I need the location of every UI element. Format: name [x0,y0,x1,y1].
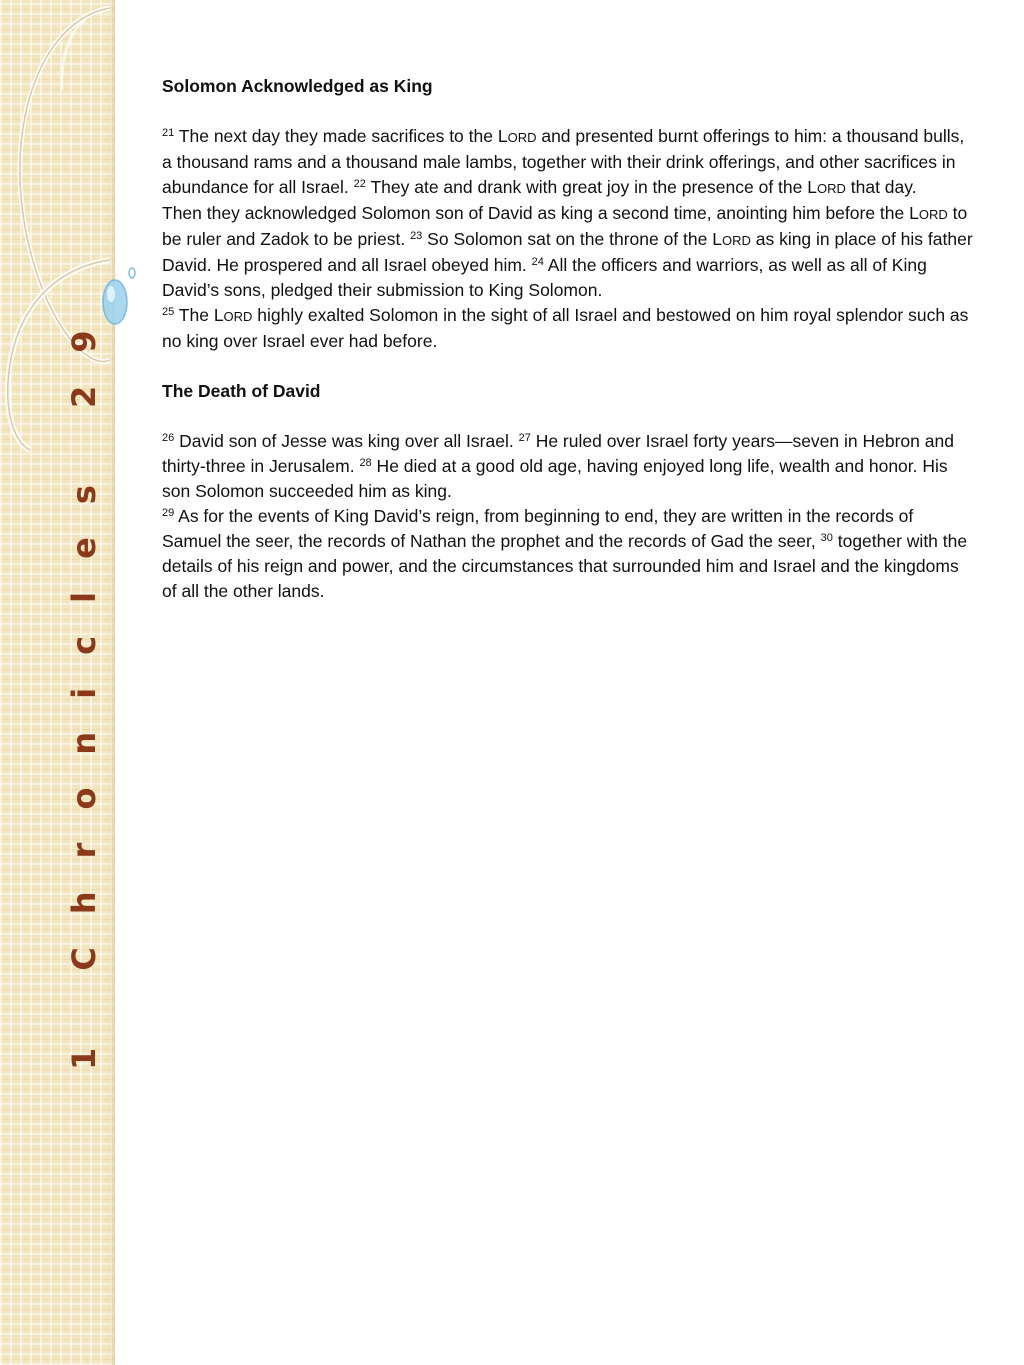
verse-number: 30 [820,532,833,544]
verse-number: 26 [162,432,175,444]
section-heading: The Death of David [162,381,321,401]
paragraph [162,429,977,504]
verse-text: All the officers and warriors, as well as all of King David’s sons, pledged their submission to King Solomon. [162,255,927,300]
verse-number: 23 [410,230,423,242]
paragraph [162,201,977,303]
verse-number: 28 [359,457,372,469]
verse-text: As for the events of King David’s reign, from beginning to end, they are written in the records of Samuel the seer, the records of Nathan the prophet and the records of Gad the seer, [162,506,914,551]
verse-number: 25 [162,306,175,318]
verse-number: 21 [162,127,175,139]
verse-number: 24 [531,256,544,268]
paragraph [162,303,977,354]
divine-name-smallcaps: ORD [918,207,948,222]
divine-name-smallcaps: ORD [223,309,253,324]
divine-name-smallcaps: ORD [816,181,846,196]
divine-name-smallcaps: ORD [507,130,537,145]
verse-text: highly exalted Solomon in the sight of all Israel and bestowed on him royal splendor such as no king over Israel ever had before. [162,305,969,351]
verse-text: and presented burnt offerings to him: a thousand bulls, a thousand rams and a thousand male lambs, together with their drink offerings, and other sacrifices in abundance for all Israel. [162,126,965,197]
verse-number: 29 [162,507,175,519]
paragraph [162,124,977,201]
verse-number: 27 [518,432,531,444]
book-chapter-title: 1 Chronicles 29 [65,297,103,1070]
sidebar-shadow [108,0,114,1365]
verse-text: together with the details of his reign and power, and the circumstances that surrounded him and Israel and the kingdoms of all the other lands. [162,531,968,601]
verse-text: that day. [845,177,917,197]
verse-text: David son of Jesse was king over all Israel. [174,431,519,451]
verse-text: He died at a good old age, having enjoyed long life, wealth and honor. His son Solomon succeeded him as king. [162,456,948,501]
section-heading: Solomon Acknowledged as King [162,76,433,96]
verse-text: So Solomon sat on the throne of the L [422,229,722,249]
divine-name-smallcaps: ORD [721,233,751,248]
verse-text: to be ruler and Zadok to be priest. [162,203,968,249]
verse-text: The L [174,305,224,325]
verse-number: 22 [353,178,366,190]
verse-text: as king in place of his father David. He prospered and all Israel obeyed him. [162,229,973,275]
chapter-text [162,74,977,604]
verse-text: They ate and drank with great joy in the presence of the L [365,177,817,197]
verse-text: Then they acknowledged Solomon son of David as king a second time, anointing him before the L [162,203,919,223]
verse-text: He ruled over Israel forty years—seven in Hebron and thirty-three in Jerusalem. [162,431,954,476]
paragraph [162,504,977,604]
verse-text: The next day they made sacrifices to the L [174,126,508,146]
